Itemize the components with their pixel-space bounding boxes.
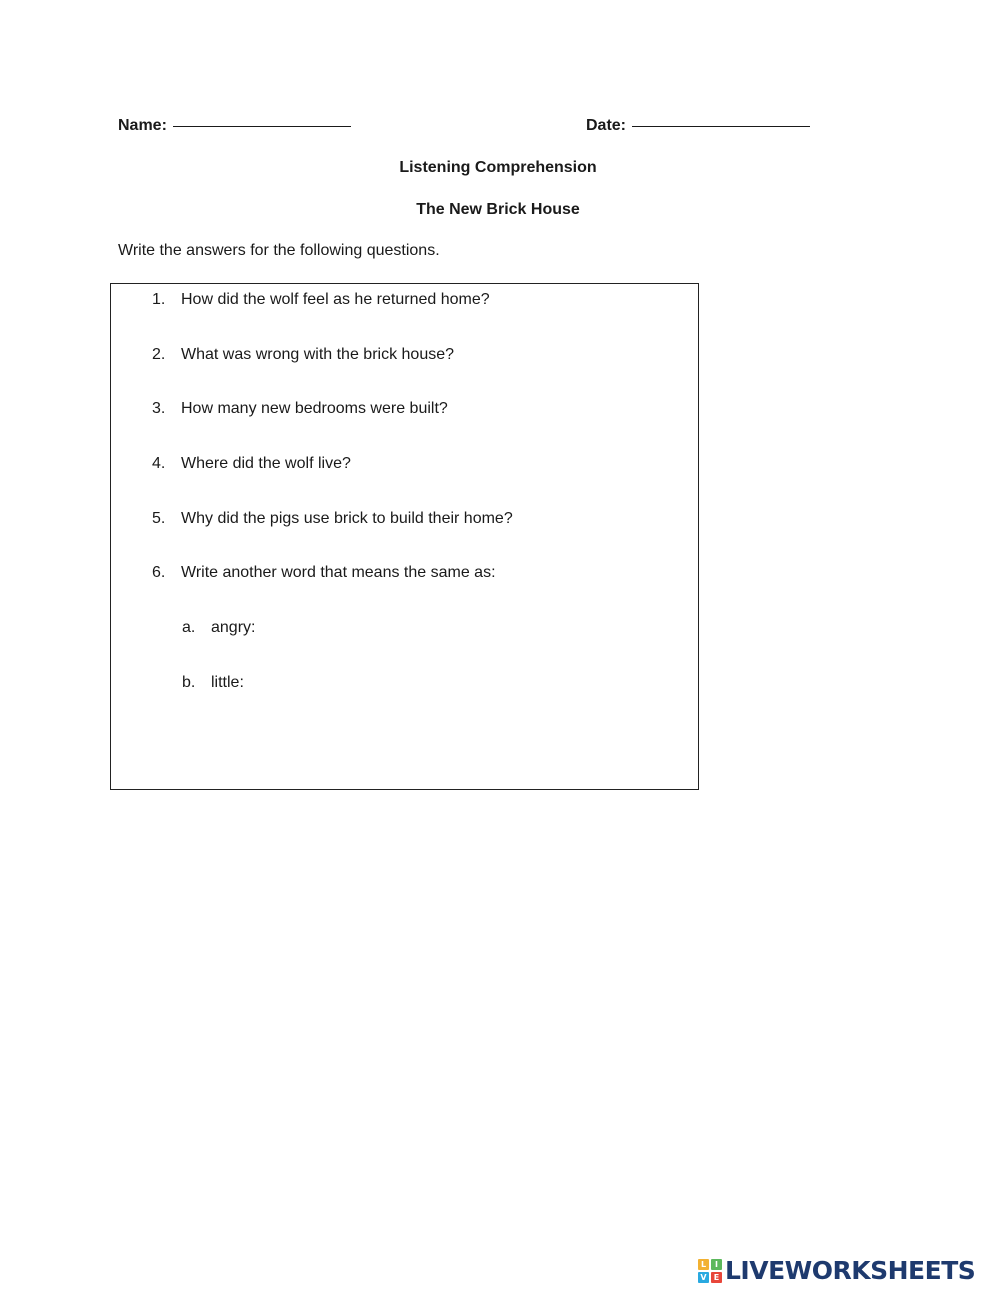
question-number: 2. (152, 346, 166, 363)
liveworksheets-logo (698, 1258, 975, 1284)
name-field (118, 117, 351, 135)
logo-block: V (698, 1272, 709, 1283)
instructions-text: Write the answers for the following questions. (118, 242, 440, 259)
question-text: Write another word that means the same as: (181, 564, 496, 581)
story-title: The New Brick House (416, 201, 580, 218)
date-blank-line[interactable] (632, 114, 810, 127)
question-box (110, 283, 699, 790)
name-label: Name: (118, 117, 167, 134)
question-text: How did the wolf feel as he returned home? (181, 291, 490, 308)
question-number: 4. (152, 455, 166, 472)
question-number: 3. (152, 400, 166, 417)
subquestion-text: angry: (211, 619, 256, 636)
logo-blocks-icon (698, 1259, 722, 1283)
question-text: Where did the wolf live? (181, 455, 351, 472)
subquestion-text: little: (211, 674, 244, 691)
worksheet-title: Listening Comprehension (399, 159, 597, 176)
logo-block: E (711, 1272, 722, 1283)
question-number: 6. (152, 564, 166, 581)
logo-block: L (698, 1259, 709, 1270)
question-text: Why did the pigs use brick to build their home? (181, 510, 513, 527)
question-text: How many new bedrooms were built? (181, 400, 448, 417)
date-label: Date: (586, 117, 627, 134)
question-number: 5. (152, 510, 166, 527)
logo-wordmark: LIVEWORKSHEETS (725, 1256, 976, 1285)
question-text: What was wrong with the brick house? (181, 346, 455, 363)
question-number: 1. (152, 291, 166, 308)
logo-block: I (711, 1259, 722, 1270)
date-field (586, 117, 810, 135)
name-blank-line[interactable] (173, 114, 351, 127)
subquestion-letter: b. (182, 674, 196, 691)
subquestion-letter: a. (182, 619, 196, 636)
